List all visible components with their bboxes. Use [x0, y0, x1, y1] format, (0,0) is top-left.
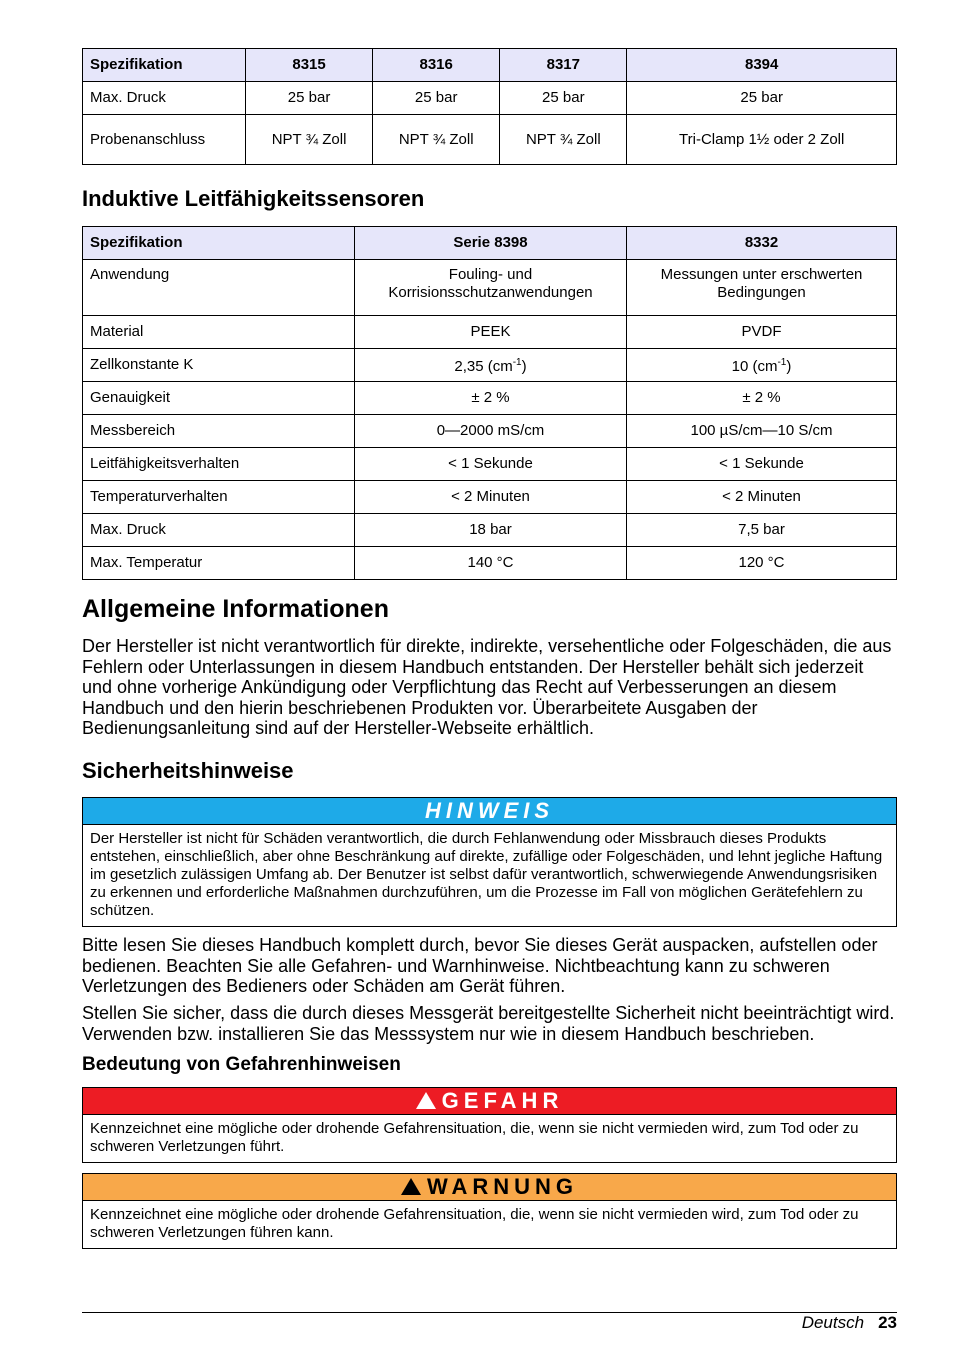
section-heading: Induktive Leitfähigkeitssensoren: [82, 186, 425, 211]
cell-text: 100 µS/cm—10 S/cm: [690, 422, 833, 439]
table-row: [83, 448, 897, 481]
cell-text: Messungen unter erschwerten Bedingungen: [660, 266, 863, 301]
subsection-heading: Bedeutung von Gefahrenhinweisen: [82, 1054, 401, 1075]
table-cell: [83, 481, 355, 514]
section-heading: Sicherheitshinweise: [82, 758, 294, 783]
table-cell: [83, 316, 355, 349]
table-header: Serie 8398: [355, 227, 627, 260]
table-cell: [355, 382, 627, 415]
table-cell: Max. Druck: [83, 82, 246, 115]
paragraph: Bitte lesen Sie dieses Handbuch komplett durch, bevor Sie dieses Gerät auspacken, aufstellen oder bedienen. Beachten Sie alle Gefahren- und Warnhinweise. Nichtbeachtung kann zu schweren Verletzungen des Bedieners oder Schäden am Gerät führen.: [82, 935, 878, 996]
table-header-row: [83, 227, 897, 260]
table-cell: [355, 260, 627, 316]
warning-text: Kennzeichnet eine mögliche oder drohende Gefahrensituation, die, wenn sie nicht vermieden wird, zum Tod oder zu schweren Verletzungen führen kann.: [90, 1206, 859, 1241]
table-header-row: [83, 49, 897, 82]
notice-text: Der Hersteller ist nicht für Schäden verantwortlich, die durch Fehlanwendung oder Missbrauch dieses Produkts entstehen, einschließlich, aber ohne Beschränkung auf direkte, zufällige oder Folgeschäden, und lehnt jegliche Haftung im gesetzlich zulässigen Umfang ab. Der Benutzer ist selbst dafür verantwortlich, schwerwiegende Anwendungsrisiken zu erkennen und erforderliche Maßnahmen durchzuführen, um die Prozesse im Fall von möglichen Gerätefehlern zu schützen.: [90, 830, 883, 919]
table-header: Spezifikation: [83, 227, 355, 260]
superscript: -1: [512, 357, 522, 368]
table-cell: [355, 481, 627, 514]
table-header: 8316: [373, 49, 500, 82]
cell-text: < 1 Sekunde: [448, 455, 533, 472]
warning-triangle-icon: [416, 1092, 436, 1109]
table-cell: [627, 316, 897, 349]
table-cell: 25 bar: [246, 82, 373, 115]
cell-text: Max. Druck: [90, 521, 166, 538]
danger-title: GEFAHR: [441, 1088, 564, 1113]
table-row: [83, 316, 897, 349]
paragraph: Der Hersteller ist nicht verantwortlich für direkte, indirekte, versehentliche oder Folgeschäden, die aus Fehlern oder Unterlassungen in diesem Handbuch entstanden. Der Hersteller behält sich jederzeit und ohne vorherige Ankündigung oder Verpflichtung das Recht auf Verbesserungen an diesem Handbuch und den hierin beschriebenen Produkten vor. Überarbeitete Ausgaben der Bedienungsanleitung sind auf der Hersteller-Webseite erhältlich.: [82, 636, 892, 738]
table-cell: 25 bar: [627, 82, 897, 115]
table-cell: [355, 349, 627, 382]
warning-triangle-icon: [401, 1178, 421, 1195]
table-cell: 25 bar: [500, 82, 627, 115]
table-cell: [83, 448, 355, 481]
table-row: [83, 415, 897, 448]
warning-header: [83, 1174, 896, 1201]
cell-text: Max. Temperatur: [90, 554, 203, 571]
table-cell: [627, 547, 897, 580]
table-cell: [627, 349, 897, 382]
danger-header: [83, 1088, 896, 1115]
table-row: [83, 82, 897, 115]
cell-text: Anwendung: [90, 266, 170, 283]
footer: [802, 1313, 897, 1333]
cell-text: ± 2 %: [471, 389, 510, 406]
table-cell: [627, 415, 897, 448]
footer-language: Deutsch: [801, 1313, 865, 1332]
table-cell: [627, 514, 897, 547]
table-row: [83, 547, 897, 580]
notice-title: HINWEIS: [83, 798, 896, 825]
cell-text: 2,35 (cm: [454, 358, 513, 375]
warning-title: WARNUNG: [426, 1174, 579, 1199]
table-row: [83, 260, 897, 316]
table-header: 8315: [246, 49, 373, 82]
cell-text: ): [786, 358, 792, 375]
table-cell: Tri-Clamp 1½ oder 2 Zoll: [627, 115, 897, 165]
cell-text: PEEK: [470, 323, 511, 340]
superscript: -1: [777, 357, 787, 368]
table-row: [83, 349, 897, 382]
footer-divider: [82, 1312, 897, 1313]
cell-text: < 2 Minuten: [722, 488, 801, 505]
table-cell: [83, 260, 355, 316]
cell-text: ± 2 %: [742, 389, 781, 406]
cell-text: 10 (cm: [731, 358, 778, 375]
table-header: 8332: [627, 227, 897, 260]
cell-text: Leitfähigkeitsverhalten: [90, 455, 240, 472]
cell-text: 7,5 bar: [738, 521, 785, 538]
warning-box: [82, 1173, 897, 1249]
cell-text: Zellkonstante K: [90, 356, 194, 373]
table-cell: [83, 514, 355, 547]
cell-text: 18 bar: [469, 521, 512, 538]
table-row: [83, 514, 897, 547]
cell-text: 0—2000 mS/cm: [436, 422, 545, 439]
cell-text: Messbereich: [90, 422, 176, 439]
table-cell: NPT ¾ Zoll: [246, 115, 373, 165]
table-cell: [627, 260, 897, 316]
table-cell: [355, 514, 627, 547]
table-header: Spezifikation: [83, 49, 246, 82]
danger-text: Kennzeichnet eine mögliche oder drohende Gefahrensituation, die, wenn sie nicht vermieden wird, zum Tod oder zu schweren Verletzungen führt.: [90, 1120, 859, 1155]
table-cell: [355, 415, 627, 448]
cell-text: Temperaturverhalten: [90, 488, 228, 505]
table-cell: [83, 547, 355, 580]
table-cell: [355, 547, 627, 580]
table-cell: [627, 481, 897, 514]
table-row: [83, 481, 897, 514]
table-cell: [627, 382, 897, 415]
spec-table-inductive: [82, 226, 897, 580]
cell-text: Genauigkeit: [90, 389, 171, 406]
cell-text: ): [521, 358, 527, 375]
danger-box: [82, 1087, 897, 1163]
section-heading: Allgemeine Informationen: [82, 595, 389, 623]
notice-box: [82, 797, 897, 927]
table-cell: 25 bar: [373, 82, 500, 115]
table-cell: [355, 448, 627, 481]
table-header: 8317: [500, 49, 627, 82]
table-cell: Probenanschluss: [83, 115, 246, 165]
spec-table-conductive: [82, 48, 897, 165]
table-cell: [83, 415, 355, 448]
table-cell: [83, 382, 355, 415]
cell-text: 140 °C: [467, 554, 514, 571]
cell-text: < 1 Sekunde: [719, 455, 804, 472]
paragraph: Stellen Sie sicher, dass die durch dieses Messgerät bereitgestellte Sicherheit nicht beeinträchtigt wird. Verwenden bzw. installieren Sie das Messsystem nur wie in diesem Handbuch beschrieben.: [82, 1003, 895, 1044]
cell-text: Material: [90, 323, 144, 340]
table-cell: [355, 316, 627, 349]
table-cell: NPT ¾ Zoll: [373, 115, 500, 165]
table-row: [83, 382, 897, 415]
page-number: 23: [878, 1313, 897, 1332]
table-header: 8394: [627, 49, 897, 82]
cell-text: Fouling- und Korrisionsschutzanwendungen: [388, 266, 593, 301]
cell-text: < 2 Minuten: [451, 488, 530, 505]
table-cell: [627, 448, 897, 481]
cell-text: 120 °C: [738, 554, 785, 571]
table-cell: [83, 349, 355, 382]
cell-text: PVDF: [741, 323, 782, 340]
table-row: [83, 115, 897, 165]
table-cell: NPT ¾ Zoll: [500, 115, 627, 165]
